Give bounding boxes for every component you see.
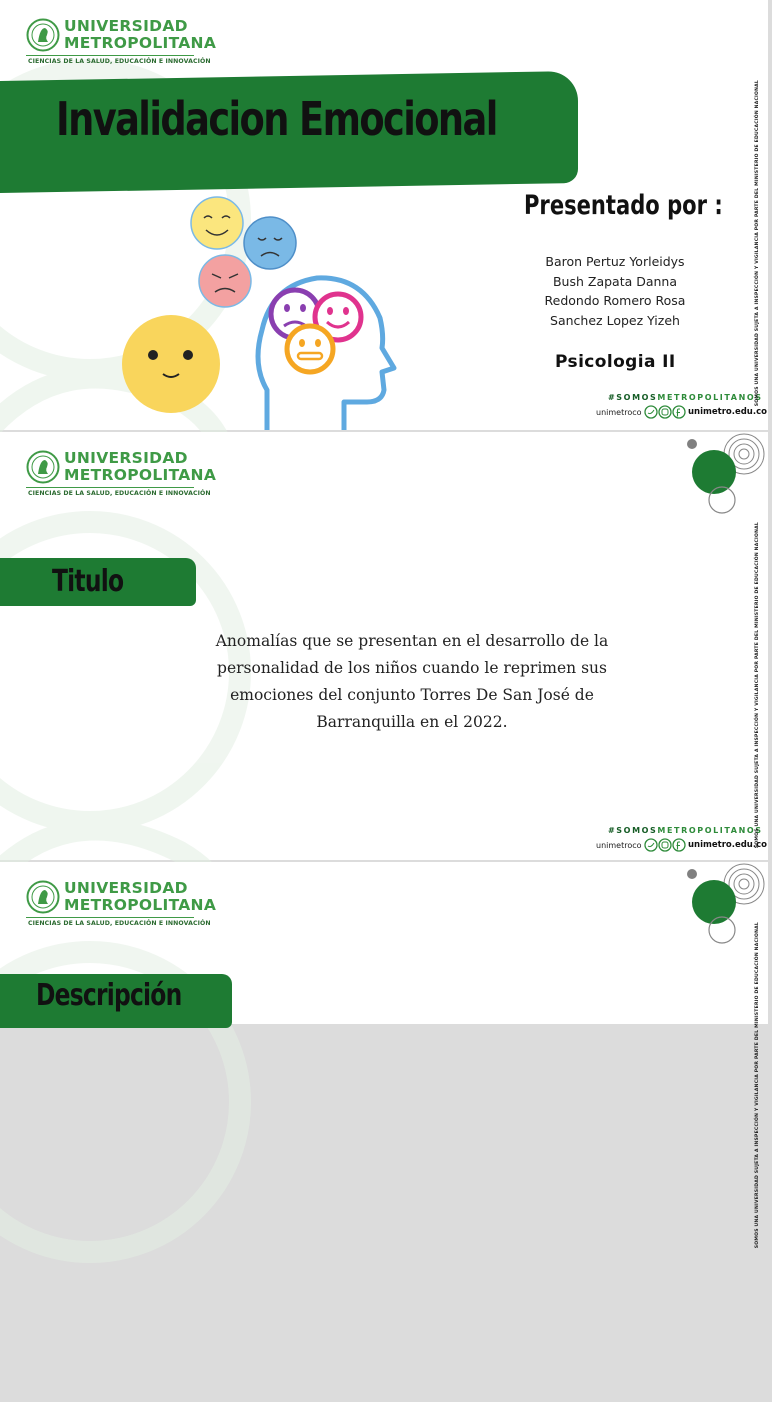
- decorative-circles: [682, 434, 772, 524]
- course-name: Psicologia II: [555, 352, 676, 372]
- section-title: Titulo: [52, 564, 124, 599]
- university-name-line2: METROPOLITANA: [64, 896, 217, 914]
- logo-divider: [26, 55, 194, 56]
- website-url: unimetro.edu.co: [688, 840, 767, 850]
- title-body-text: Anomalías que se presentan en el desarrollo de la personalidad de los niños cuando le reprimen sus emociones del conjunto Torres De San José de Barranquilla en el 2022.: [215, 632, 609, 731]
- university-logo: [26, 448, 217, 500]
- author-name: Bush Zapata Danna: [552, 273, 678, 289]
- background-figure-watermark: [0, 879, 340, 1402]
- social-media-icons: [644, 838, 686, 852]
- slide-descripcion: [0, 862, 768, 1249]
- unimetroco-handle: unimetroco: [596, 841, 642, 850]
- vertical-accreditation-notice: SOMOS UNA UNIVERSIDAD SUJETA A INSPECCIÓN Y VIGILANCIA POR PARTE DEL MINISTERIO DE EDUCACIÓN NACIONAL: [755, 80, 760, 407]
- university-tagline: CIENCIAS DE LA SALUD, EDUCACIÓN E INNOVACIÓN: [28, 58, 211, 65]
- hashtag-text: #SOMOSMETROPOLITANOS: [608, 826, 763, 835]
- angry-face-icon: [199, 255, 251, 307]
- university-name-line1: UNIVERSIDAD: [64, 17, 188, 35]
- university-tagline: CIENCIAS DE LA SALUD, EDUCACIÓN E INNOVACIÓN: [28, 490, 211, 497]
- author-name: Baron Pertuz Yorleidys: [545, 254, 685, 269]
- section-title: Descripción: [36, 978, 182, 1013]
- unimetroco-handle: unimetroco: [596, 408, 642, 417]
- footer-brand: [596, 826, 767, 854]
- sad-face-icon: [244, 217, 296, 269]
- social-media-icons: [644, 405, 686, 419]
- presented-by-heading: Presentado por :: [524, 190, 723, 221]
- logo-divider: [26, 487, 194, 488]
- university-seal-icon: [26, 880, 60, 914]
- author-name: Sanchez Lopez Yizeh: [550, 312, 680, 328]
- slide-titulo: [0, 432, 768, 860]
- hashtag-text: #SOMOSMETROPOLITANOS: [608, 393, 763, 402]
- vertical-accreditation-notice: SOMOS UNA UNIVERSIDAD SUJETA A INSPECCIÓN Y VIGILANCIA POR PARTE DEL MINISTERIO DE EDUCACIÓN NACIONAL: [755, 922, 760, 1249]
- footer-brand: [596, 393, 767, 421]
- vertical-accreditation-notice: SOMOS UNA UNIVERSIDAD SUJETA A INSPECCIÓN Y VIGILANCIA POR PARTE DEL MINISTERIO DE EDUCACIÓN NACIONAL: [755, 522, 760, 849]
- emotions-illustration: [112, 190, 402, 430]
- website-url: unimetro.edu.co: [688, 407, 767, 417]
- university-name-line2: METROPOLITANA: [64, 34, 217, 52]
- author-name: Redondo Romero Rosa: [544, 293, 686, 308]
- slide-cover: [0, 0, 768, 430]
- neutral-smile-face-icon: [122, 315, 220, 413]
- presentation-title: Invalidacion Emocional: [56, 92, 497, 146]
- grimace-face-icon: [287, 326, 333, 372]
- smiling-face-icon: [191, 197, 243, 249]
- university-name-line2: METROPOLITANA: [64, 466, 217, 484]
- university-name-line1: UNIVERSIDAD: [64, 449, 188, 467]
- university-logo: [26, 16, 217, 68]
- university-logo: [26, 878, 217, 930]
- university-tagline: CIENCIAS DE LA SALUD, EDUCACIÓN E INNOVACIÓN: [28, 920, 211, 927]
- university-seal-icon: [26, 18, 60, 52]
- university-seal-icon: [26, 450, 60, 484]
- university-name-line1: UNIVERSIDAD: [64, 879, 188, 897]
- logo-divider: [26, 917, 194, 918]
- authors-list: [512, 252, 718, 330]
